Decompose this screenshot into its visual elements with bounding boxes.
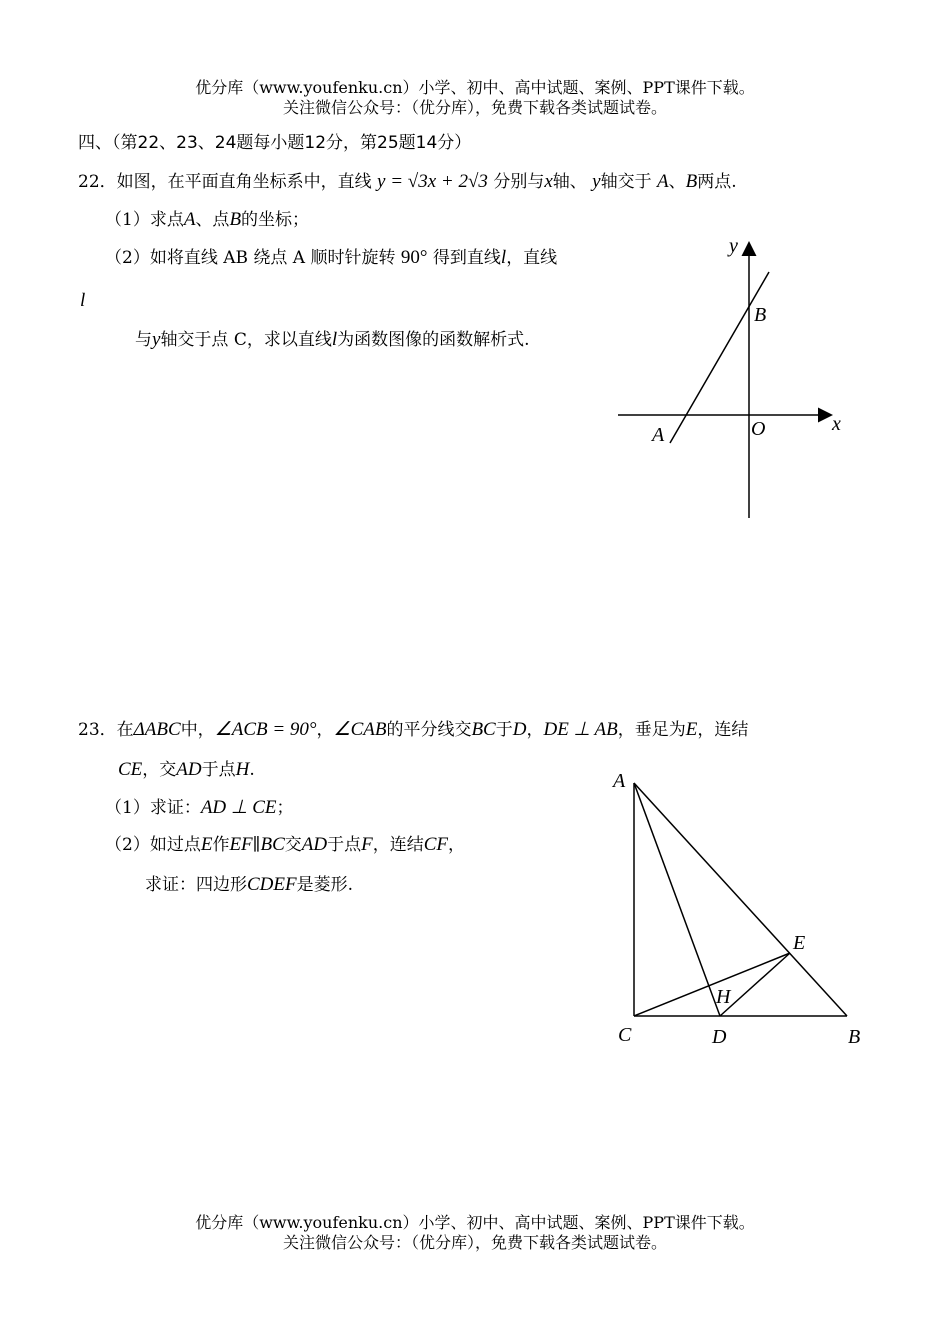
q22-p1-b: 、点 [195, 210, 230, 230]
q23-p1-b: ； [276, 798, 294, 818]
q23-acb: ∠ACB = 90° [214, 719, 317, 740]
q22-p2-e: 轴交于点 C，求以直线 [160, 330, 332, 350]
q23-H: H [235, 759, 250, 780]
q23-p3-b: 是菱形. [296, 875, 354, 895]
q23-text-7: ，垂足为 [617, 720, 686, 740]
label-y: y [729, 235, 738, 257]
label-A: A [652, 424, 665, 446]
q23-CE: CE [118, 759, 143, 780]
q22-text-1: 如图，在平面直角坐标系中，直线 [116, 172, 372, 192]
label-E: E [793, 932, 806, 954]
q23-AD: AD [176, 759, 202, 780]
segment-ab [634, 783, 847, 1016]
q23-p3-a: 求证：四边形 [145, 875, 247, 895]
footer-line-1: 优分库（www.youfenku.cn）小学、初中、高中试题、案例、PPT课件下载。 [195, 1213, 755, 1232]
q23-stem [78, 715, 748, 741]
q22-p1-c: 的坐标； [241, 210, 310, 230]
q23-part-2 [105, 830, 465, 856]
q22-text-2: 分别与 [493, 172, 545, 192]
q22-part-1 [105, 205, 309, 231]
q22-angle: 90° [400, 247, 428, 268]
q23-number: 23． [78, 720, 117, 740]
q23-p2-b: 作 [212, 835, 230, 855]
q22-part-2-cont [135, 325, 530, 351]
segment-ad [634, 783, 720, 1016]
q22-y: y [592, 171, 601, 192]
q22-p1-B: B [229, 209, 242, 230]
q22-A: A [657, 171, 669, 192]
q22-part-2 [105, 243, 557, 269]
q22-l-wrap: l [80, 290, 86, 311]
label-x: x [832, 413, 841, 435]
segment-ce [634, 953, 790, 1016]
segment-de [720, 953, 790, 1016]
q23-stem-cont [118, 755, 255, 781]
q22-p2-c: ，直线 [506, 248, 558, 268]
section-title: 四、（第22、23、24题每小题12分，第25题14分） [78, 133, 472, 153]
q22-p2-a: （2）如将直线 AB 绕点 A 顺时针旋转 [105, 248, 396, 268]
q22-figure [600, 230, 860, 530]
q23-p2-d: 于点 [327, 835, 362, 855]
q22-p2-l: l [331, 329, 338, 350]
q23-p2-E: E [200, 834, 213, 855]
q22-text-3: 轴、 [552, 172, 587, 192]
q22-number: 22． [78, 172, 117, 192]
q23-p1-formula: AD ⊥ CE [200, 797, 277, 818]
label-O: O [751, 418, 766, 440]
q23-text-5: 于 [495, 720, 513, 740]
q22-p2-f: 为函数图像的函数解析式. [337, 330, 530, 350]
q23-p2-f: ， [448, 835, 466, 855]
q23-text-1: 在 [116, 720, 134, 740]
q23-p2-BC: BC [260, 834, 285, 855]
q23-text-8: ，连结 [697, 720, 749, 740]
q23-EF: EF [229, 834, 253, 855]
label-A: A [613, 770, 626, 792]
q22-p1-A: A [183, 209, 196, 230]
q23-part-2-cont [145, 870, 353, 896]
q23-tri: ΔABC [133, 719, 181, 740]
q22-x: x [544, 171, 553, 192]
q22-B: B [685, 171, 698, 192]
q22-stem [78, 167, 737, 193]
q22-text-4: 轴交于 [600, 172, 652, 192]
label-B: B [848, 1026, 861, 1048]
q22-text-5: 两点. [697, 172, 737, 192]
q23-parallel: ∥ [252, 835, 261, 855]
q23-BC: BC [471, 719, 496, 740]
q23-cab: ∠CAB [333, 719, 387, 740]
q23-E: E [685, 719, 698, 740]
q23-CDEF: CDEF [247, 874, 297, 895]
q23-CF: CF [423, 834, 449, 855]
q23-text-10: 于点 [201, 760, 236, 780]
header-line-2: 关注微信公众号：（优分库），免费下载各类试题试卷。 [282, 98, 667, 117]
q23-de-ab: DE ⊥ AB [543, 719, 618, 740]
q23-p2-e: ，连结 [372, 835, 424, 855]
q22-p2-d: 与 [135, 330, 152, 350]
q23-p1-a: （1）求证： [105, 798, 201, 818]
label-H: H [716, 986, 731, 1008]
q23-part-1 [105, 793, 294, 819]
q22-sep: 、 [668, 172, 686, 192]
q23-text-2: 中， [180, 720, 215, 740]
q22-formula: y = √3x + 2√3 [377, 171, 488, 192]
q23-D: D [512, 719, 527, 740]
q23-text-6: ， [526, 720, 544, 740]
q22-p2-b: 得到直线 [432, 248, 501, 268]
q23-p2-c: 交 [284, 835, 302, 855]
q23-p2-a: （2）如过点 [105, 835, 201, 855]
header-line-1: 优分库（www.youfenku.cn）小学、初中、高中试题、案例、PPT课件下载。 [195, 78, 755, 97]
footer-line-2: 关注微信公众号：（优分库），免费下载各类试题试卷。 [282, 1233, 667, 1252]
label-D: D [712, 1026, 727, 1048]
label-C: C [618, 1024, 632, 1046]
q23-p2-AD: AD [301, 834, 328, 855]
label-B: B [754, 304, 767, 326]
q23-text-9: ，交 [142, 760, 177, 780]
q23-text-3: ， [316, 720, 334, 740]
q22-p1-a: （1）求点 [105, 210, 184, 230]
q22-l: l [500, 247, 507, 268]
q22-p2-y: y [152, 329, 161, 350]
q23-F: F [361, 834, 373, 855]
q23-text-4: 的平分线交 [386, 720, 472, 740]
q23-figure [600, 760, 875, 1060]
q23-text-11: . [249, 760, 255, 780]
